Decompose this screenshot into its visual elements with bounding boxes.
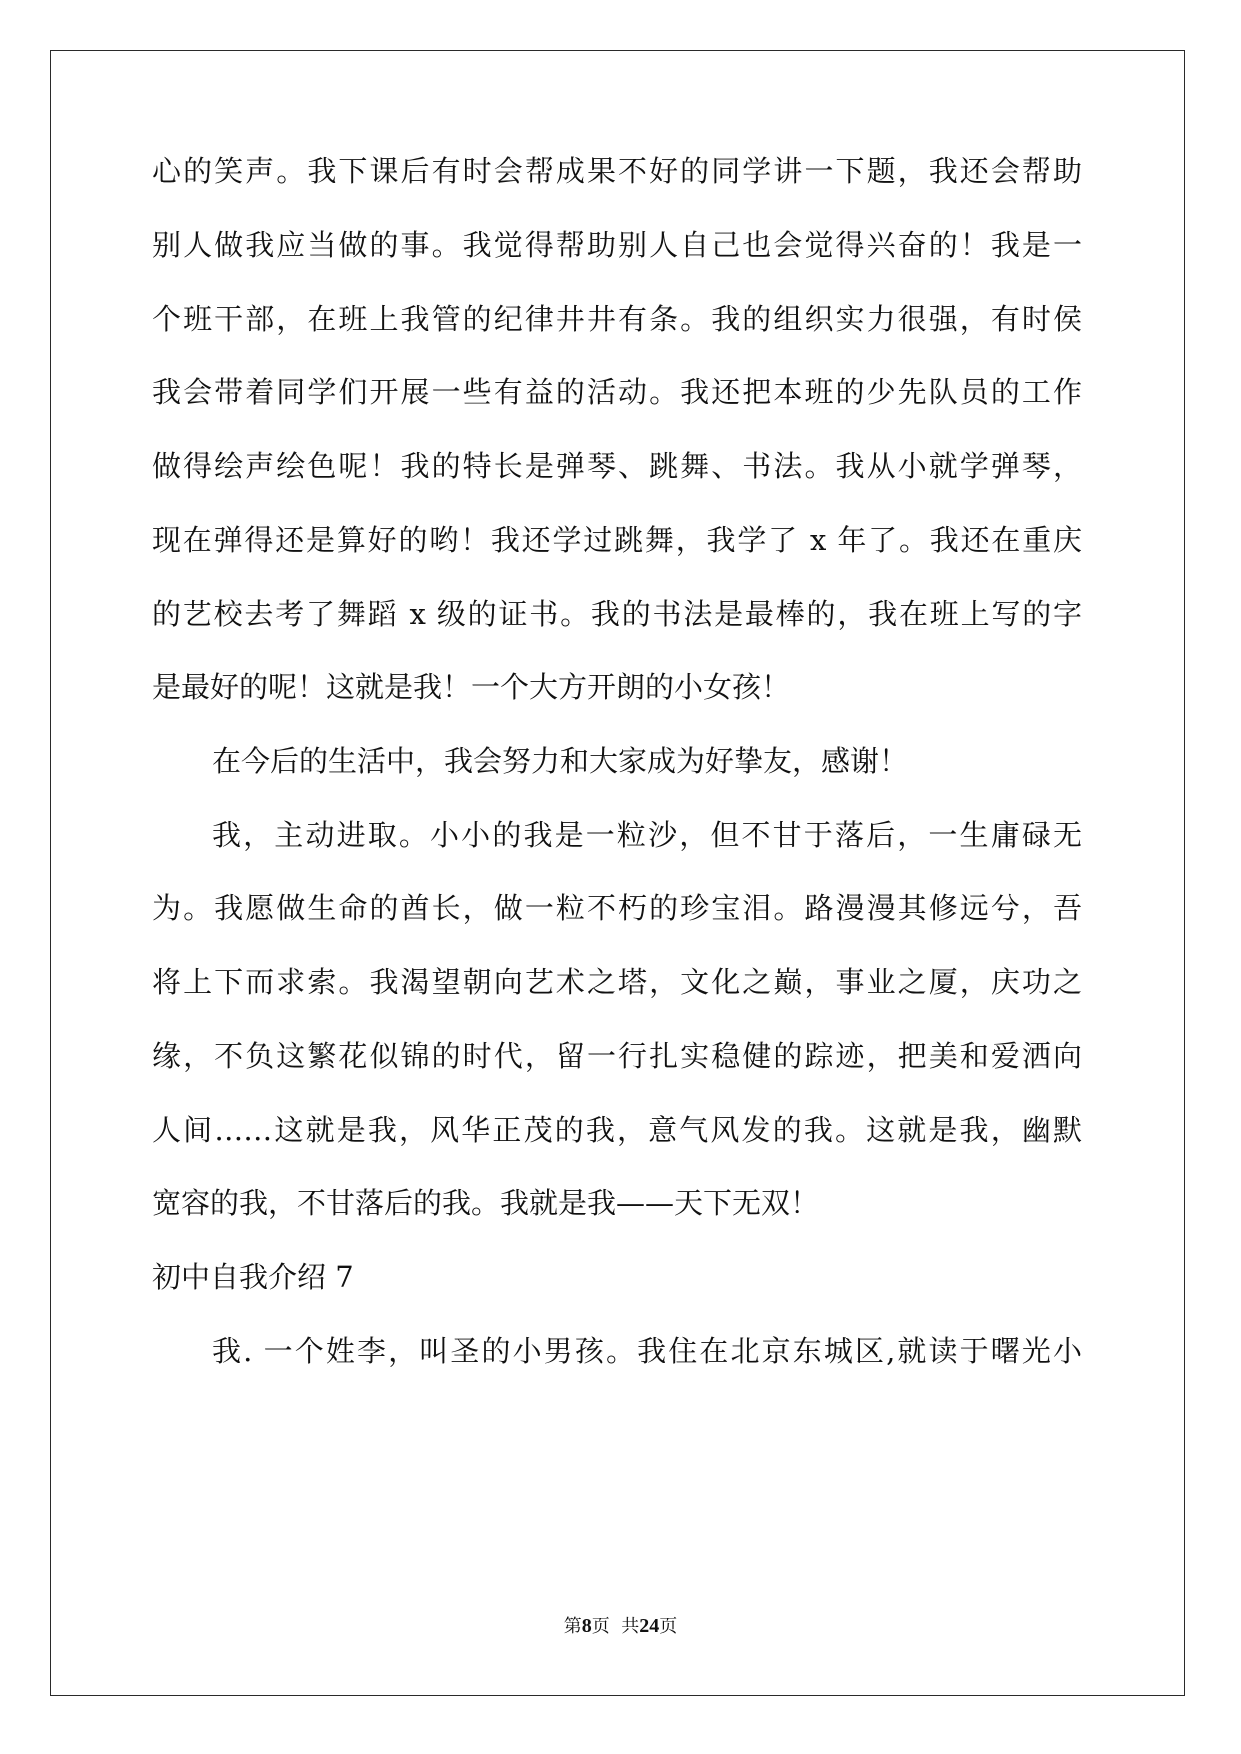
paragraph-first-line: 我. 一个姓李，叫圣的小男孩。我住在北京东城区,就读于曙光小: [212, 1334, 1082, 1368]
body-text-line: 为。我愿做生命的酋长，做一粒不朽的珍宝泪。路漫漫其修远兮，吾: [152, 891, 1082, 925]
page-number-current: 8: [581, 1615, 592, 1637]
page-number-total: 24: [639, 1615, 660, 1637]
body-text-line: 缘，不负这繁花似锦的时代，留一行扎实稳健的踪迹，把美和爱洒向: [152, 1039, 1082, 1073]
body-text-line: 将上下而求索。我渴望朝向艺术之塔，文化之巅，事业之厦，庆功之: [152, 965, 1082, 999]
page-mid: 页 共: [591, 1616, 640, 1637]
body-text-line: 是最好的呢！这就是我！一个大方开朗的小女孩！: [152, 670, 791, 704]
body-text-line: 宽容的我，不甘落后的我。我就是我——天下无双！: [152, 1186, 820, 1220]
body-text-line: 的艺校去考了舞蹈 x 级的证书。我的书法是最棒的，我在班上写的字: [152, 597, 1082, 631]
body-text-line: 我会带着同学们开展一些有益的活动。我还把本班的少先队员的工作: [152, 375, 1082, 409]
section-heading: 初中自我介绍 7: [152, 1260, 354, 1294]
body-text-line: 个班干部，在班上我管的纪律井井有条。我的组织实力很强，有时侯: [152, 302, 1082, 336]
paragraph-first-line: 我，主动进取。小小的我是一粒沙，但不甘于落后，一生庸碌无: [212, 818, 1082, 852]
paragraph-first-line: 在今后的生活中，我会努力和大家成为好挚友，感谢！: [212, 744, 909, 778]
page-suffix: 页: [659, 1616, 678, 1637]
page-border: [50, 50, 1185, 1696]
body-text-line: 心的笑声。我下课后有时会帮成果不好的同学讲一下题，我还会帮助: [152, 154, 1082, 188]
page-footer: [0, 1612, 1241, 1638]
body-text-line: 人间……这就是我，风华正茂的我，意气风发的我。这就是我，幽默: [152, 1113, 1082, 1147]
body-text-line: 别人做我应当做的事。我觉得帮助别人自己也会觉得兴奋的！我是一: [152, 228, 1082, 262]
body-text-line: 现在弹得还是算好的哟！我还学过跳舞，我学了 x 年了。我还在重庆: [152, 523, 1082, 557]
body-text-line: 做得绘声绘色呢！我的特长是弹琴、跳舞、书法。我从小就学弹琴，: [152, 449, 1082, 483]
page-prefix: 第: [563, 1616, 582, 1637]
